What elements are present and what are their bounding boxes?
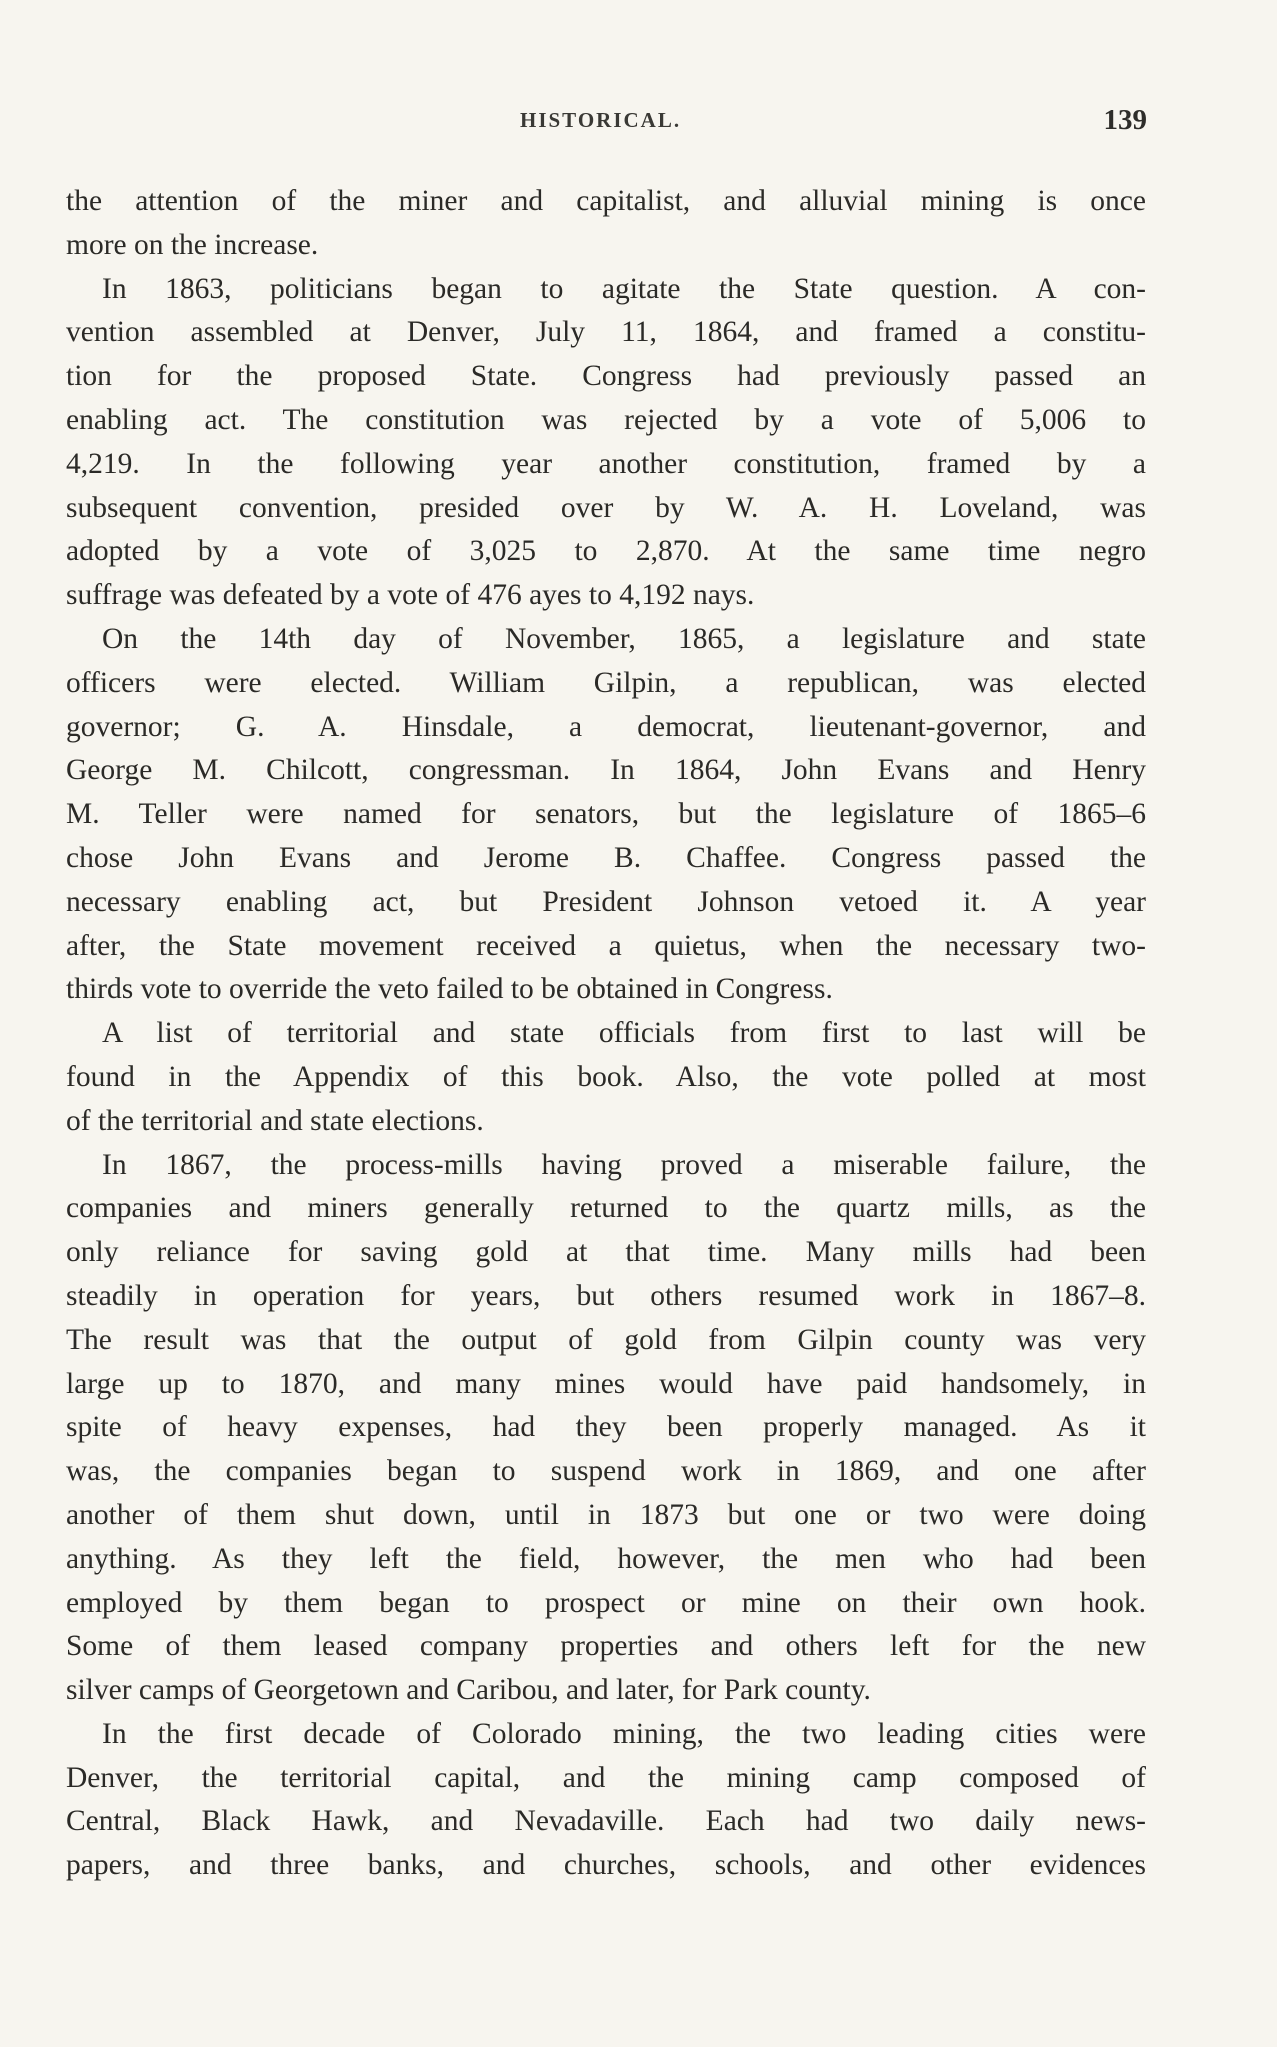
text-line: tion for the proposed State. Congress had previously passed an: [66, 360, 1146, 393]
text-line: George M. Chilcott, congressman. In 1864, John Evans and Henry: [66, 754, 1146, 787]
text-line: In the first decade of Colorado mining, the two leading cities were: [102, 1717, 1146, 1750]
text-line: officers were elected. William Gilpin, a republican, was elected: [66, 666, 1146, 699]
text-line: the attention of the miner and capitalist, and alluvial mining is once: [66, 185, 1146, 217]
text-line: steadily in operation for years, but others resumed work in 1867–8.: [66, 1279, 1146, 1312]
text-line: employed by them began to prospect or mine on their own hook.: [66, 1586, 1146, 1619]
text-line: more on the increase.: [66, 228, 319, 261]
text-line: governor; G. A. Hinsdale, a democrat, lieutenant-governor, and: [66, 710, 1146, 743]
text-line: another of them shut down, until in 1873 but one or two were doing: [66, 1498, 1146, 1531]
text-line: found in the Appendix of this book. Also, the vote polled at most: [66, 1060, 1146, 1093]
text-line: spite of heavy expenses, had they been properly managed. As it: [66, 1411, 1146, 1444]
text-line: papers, and three banks, and churches, schools, and other evidences: [66, 1849, 1146, 1882]
text-line: Some of them leased company properties and others left for the new: [66, 1630, 1146, 1663]
text-line: necessary enabling act, but President Johnson vetoed it. A year: [66, 885, 1146, 918]
text-line: Central, Black Hawk, and Nevadaville. Each had two daily news-: [66, 1805, 1146, 1838]
body-text: [66, 180, 1146, 1888]
text-line: anything. As they left the field, however, the men who had been: [66, 1542, 1146, 1575]
text-line: A list of territorial and state officials from first to last will be: [102, 1017, 1146, 1050]
text-line: was, the companies began to suspend work in 1869, and one after: [66, 1455, 1146, 1488]
text-line: chose John Evans and Jerome B. Chaffee. Congress passed the: [66, 841, 1146, 874]
text-line: adopted by a vote of 3,025 to 2,870. At the same time negro: [66, 535, 1146, 568]
text-line: In 1863, politicians began to agitate the State question. A con-: [102, 272, 1146, 305]
text-line: Denver, the territorial capital, and the mining camp composed of: [66, 1761, 1146, 1794]
page-number: 139: [1103, 104, 1147, 136]
text-line: vention assembled at Denver, July 11, 1864, and framed a constitu-: [66, 316, 1146, 349]
text-line: M. Teller were named for senators, but the legislature of 1865–6: [66, 798, 1146, 831]
text-line: thirds vote to override the veto failed to be obtained in Congress.: [66, 973, 833, 1006]
text-line: silver camps of Georgetown and Caribou, and later, for Park county.: [66, 1674, 871, 1707]
text-line: In 1867, the process-mills having proved a miserable failure, the: [102, 1148, 1146, 1181]
text-line: after, the State movement received a quietus, when the necessary two-: [66, 929, 1146, 962]
text-line: On the 14th day of November, 1865, a legislature and state: [102, 622, 1146, 655]
text-line: large up to 1870, and many mines would have paid handsomely, in: [66, 1367, 1146, 1400]
text-line: of the territorial and state elections.: [66, 1104, 484, 1137]
text-line: The result was that the output of gold from Gilpin county was very: [66, 1323, 1146, 1356]
text-line: 4,219. In the following year another constitution, framed by a: [66, 447, 1146, 480]
text-line: enabling act. The constitution was rejected by a vote of 5,006 to: [66, 403, 1146, 436]
text-line: only reliance for saving gold at that time. Many mills had been: [66, 1236, 1146, 1269]
text-line: suffrage was defeated by a vote of 476 ayes to 4,192 nays.: [66, 579, 755, 612]
text-line: subsequent convention, presided over by W. A. H. Loveland, was: [66, 491, 1146, 524]
text-line: companies and miners generally returned to the quartz mills, as the: [66, 1192, 1146, 1225]
running-head: HISTORICAL.: [520, 108, 682, 132]
